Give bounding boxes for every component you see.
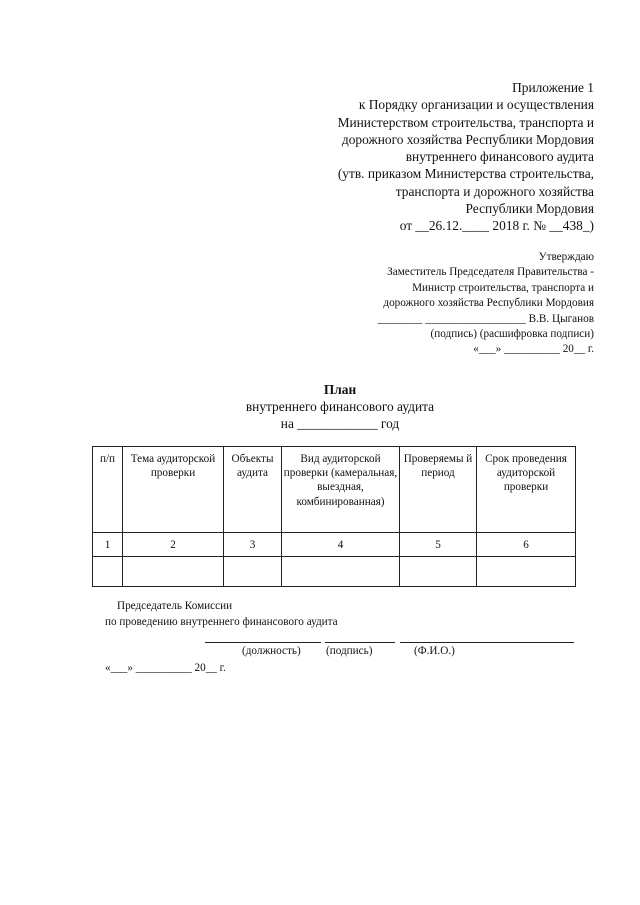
name-caption: (Ф.И.О.) xyxy=(414,645,455,657)
table-header-cell: п/п xyxy=(93,447,123,533)
appendix-line: Министерством строительства, транспорта и xyxy=(337,114,594,130)
table-header-cell: Тема аудиторской проверки xyxy=(123,447,224,533)
approval-line: Министр строительства, транспорта и xyxy=(412,281,594,294)
appendix-order-date: от __26.12.____ 2018 г. № __438_) xyxy=(399,218,594,234)
appendix-line: Приложение 1 xyxy=(512,80,594,95)
table-row xyxy=(93,557,576,587)
table-cell: 2 xyxy=(123,533,224,557)
appendix-block xyxy=(338,79,594,235)
appendix-line: транспорта и дорожного хозяйства xyxy=(395,183,594,199)
appendix-line: внутреннего финансового аудита xyxy=(405,149,594,165)
signature-caption: (подпись) xyxy=(326,645,373,657)
table-header-row xyxy=(93,447,576,533)
table-header-cell: Объекты аудита xyxy=(224,447,282,533)
name-line xyxy=(400,642,574,643)
table-cell xyxy=(400,557,477,587)
approval-signature-caption: (подпись) (расшифровка подписи) xyxy=(430,328,594,341)
position-caption: (должность) xyxy=(242,645,301,657)
chair-title-cont: по проведению внутреннего финансового аудита xyxy=(105,616,338,628)
table-cell: 6 xyxy=(477,533,576,557)
approval-date: «___» __________ 20__ г. xyxy=(473,343,594,356)
position-line xyxy=(205,642,321,643)
approval-line: Утверждаю xyxy=(538,251,594,263)
chair-title: Председатель Комиссии xyxy=(117,600,233,612)
approval-signature-line: ________ __________________ В.В. Цыганов xyxy=(377,312,594,325)
table-header-cell: Срок проведения аудиторской проверки xyxy=(477,447,576,533)
plan-year-line: на ____________ год xyxy=(280,416,400,431)
signature-line xyxy=(325,642,395,643)
plan-title-block xyxy=(0,381,640,432)
plan-subtitle: внутреннего финансового аудита xyxy=(245,399,435,414)
approval-line: Заместитель Председателя Правительства - xyxy=(387,266,594,279)
table-row xyxy=(93,533,576,557)
table-cell xyxy=(282,557,400,587)
appendix-line: (утв. приказом Министерства строительства, xyxy=(337,166,594,182)
table-cell: 3 xyxy=(224,533,282,557)
signature-date: «___» __________ 20__ г. xyxy=(105,662,226,674)
appendix-line: к Порядку организации и осуществления xyxy=(358,97,594,113)
table-header-cell: Проверяемы й период xyxy=(400,447,477,533)
approval-block xyxy=(378,250,594,358)
table-cell xyxy=(477,557,576,587)
table-cell: 4 xyxy=(282,533,400,557)
table-cell xyxy=(224,557,282,587)
table-cell: 5 xyxy=(400,533,477,557)
appendix-line: Республики Мордовия xyxy=(465,201,594,217)
table-header-cell: Вид аудиторской проверки (камеральная, выездная, комбинированная) xyxy=(282,447,400,533)
audit-plan-table xyxy=(92,446,576,587)
table-cell: 1 xyxy=(93,533,123,557)
approval-line: дорожного хозяйства Республики Мордовия xyxy=(383,297,594,310)
table-cell xyxy=(123,557,224,587)
appendix-line: дорожного хозяйства Республики Мордовия xyxy=(341,131,594,147)
plan-title: План xyxy=(323,382,357,397)
table-cell xyxy=(93,557,123,587)
